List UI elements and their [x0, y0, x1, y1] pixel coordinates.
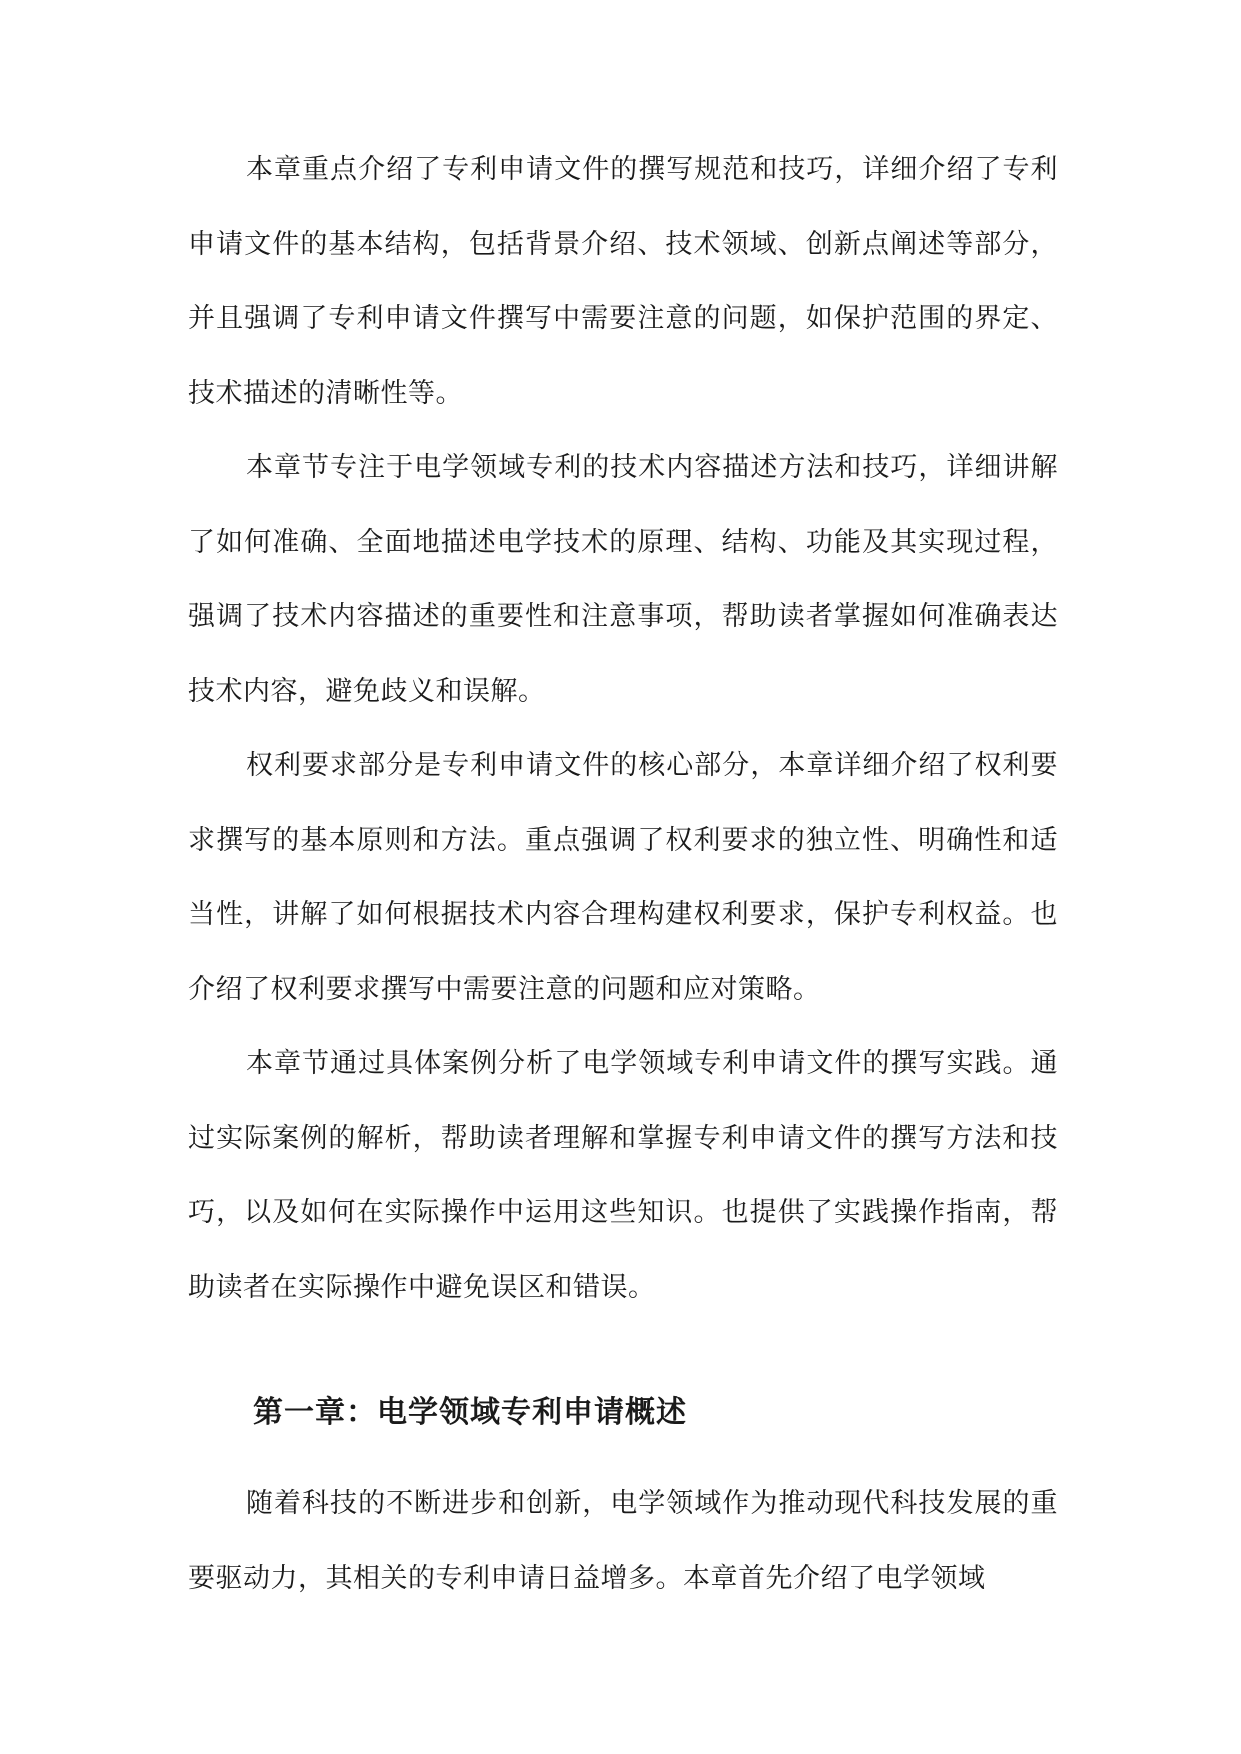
paragraph-case-practice: 本章节通过具体案例分析了电学领域专利申请文件的撰写实践。通过实际案例的解析，帮助读者理解和掌握专利申请文件的撰写方法和技巧，以及如何在实际操作中运用这些知识。也提供了实践操作指南，帮助读者在实际操作中避免误区和错误。	[188, 1048, 1058, 1303]
paragraph-technical-description: 本章节专注于电学领域专利的技术内容描述方法和技巧，详细讲解了如何准确、全面地描述电学技术的原理、结构、功能及其实现过程，强调了技术内容描述的重要性和注意事项，帮助读者掌握如何准确表达技术内容，避免歧义和误解。	[188, 452, 1058, 707]
paragraph-patent-drafting-overview: 本章重点介绍了专利申请文件的撰写规范和技巧，详细介绍了专利申请文件的基本结构，包括背景介绍、技术领域、创新点阐述等部分，并且强调了专利申请文件撰写中需要注意的问题，如保护范围的界定、技术描述的清晰性等。	[188, 154, 1058, 409]
paragraph-claims: 权利要求部分是专利申请文件的核心部分，本章详细介绍了权利要求撰写的基本原则和方法。重点强调了权利要求的独立性、明确性和适当性，讲解了如何根据技术内容合理构建权利要求，保护专利权益。也介绍了权利要求撰写中需要注意的问题和应对策略。	[188, 750, 1058, 1005]
paragraph-chapter-intro: 随着科技的不断进步和创新，电学领域作为推动现代科技发展的重要驱动力，其相关的专利申请日益增多。本章首先介绍了电学领域	[188, 1488, 1058, 1594]
chapter-heading: 第一章：电学领域专利申请概述	[253, 1395, 687, 1430]
